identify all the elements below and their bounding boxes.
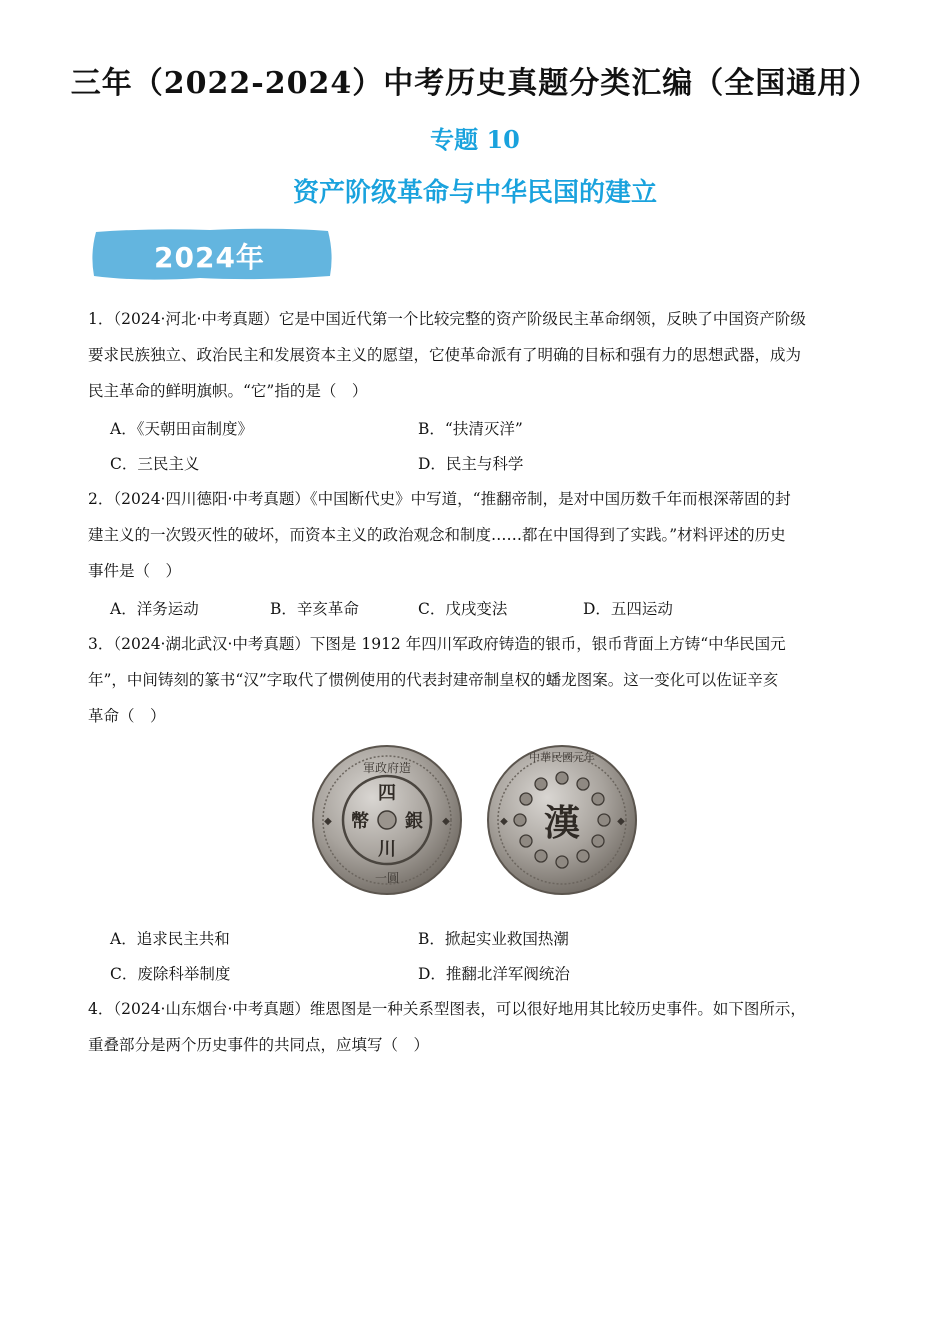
coin-back bbox=[488, 746, 636, 894]
document-title: 三年（2022-2024）中考历史真题分类汇编（全国通用） bbox=[70, 66, 880, 101]
silver-coin-image bbox=[312, 742, 638, 898]
q2-option-b: B．辛亥革命 bbox=[270, 600, 359, 618]
coin-front-bottom: 川 bbox=[378, 839, 396, 860]
question-4-line: 重叠部分是两个历史事件的共同点，应填写（ ） bbox=[88, 1036, 430, 1054]
svg-text:◆: ◆ bbox=[442, 816, 450, 827]
q1-option-d: D．民主与科学 bbox=[418, 455, 524, 473]
question-1 bbox=[88, 301, 860, 409]
topic-number: 专题 10 bbox=[430, 125, 520, 154]
coin-front-top: 軍政府造 bbox=[362, 761, 412, 775]
q3-option-b: B．掀起实业救国热潮 bbox=[418, 930, 569, 948]
svg-text:◆: ◆ bbox=[500, 816, 508, 827]
question-2 bbox=[88, 481, 860, 589]
question-4 bbox=[88, 991, 860, 1063]
q3-option-a: A．追求民主共和 bbox=[110, 930, 230, 948]
topic-title: 资产阶级革命与中华民国的建立 bbox=[292, 178, 657, 208]
coin-front bbox=[313, 746, 461, 894]
coin-front-left: 幣 bbox=[351, 811, 369, 832]
question-4-line: 4．（2024·山东烟台·中考真题）维恩图是一种关系型图表，可以很好地用其比较历史事件。如下图所示， bbox=[88, 1000, 806, 1018]
coin-front-center: 四 bbox=[378, 783, 396, 804]
coin-front-right: 銀 bbox=[405, 811, 423, 832]
question-3-line: 革命（ ） bbox=[88, 707, 166, 725]
q2-option-a: A．洋务运动 bbox=[110, 600, 199, 618]
question-3 bbox=[88, 626, 860, 734]
question-1-line: 要求民族独立、政治民主和发展资本主义的愿望，它使革命派有了明确的目标和强有力的思想武器，成为 bbox=[88, 346, 802, 364]
q1-option-c: C．三民主义 bbox=[110, 455, 200, 473]
question-1-line: 民主革命的鲜明旗帜。“它”指的是（ ） bbox=[88, 382, 368, 400]
coin-back-center: 漢 bbox=[543, 802, 581, 844]
question-2-line: 建主义的一次毁灭性的破坏，而资本主义的政治观念和制度……都在中国得到了实践。”材料评述的历史 bbox=[88, 526, 786, 544]
question-3-line: 3．（2024·湖北武汉·中考真题）下图是 1912 年四川军政府铸造的银币，银币背面上方铸“中华民国元 bbox=[88, 635, 786, 653]
svg-text:◆: ◆ bbox=[617, 816, 625, 827]
q2-option-d: D．五四运动 bbox=[583, 600, 673, 618]
q1-option-b: B．“扶清灭洋” bbox=[418, 420, 523, 438]
question-2-line: 事件是（ ） bbox=[88, 562, 182, 580]
svg-text:◆: ◆ bbox=[324, 816, 332, 827]
coin-front-base: 一圓 bbox=[374, 871, 400, 885]
coin-back-top: 中華民國元年 bbox=[529, 751, 595, 764]
q3-option-d: D．推翻北洋军阀统治 bbox=[418, 965, 570, 983]
question-3-line: 年”，中间铸刻的篆书“汉”字取代了惯例使用的代表封建帝制皇权的蟠龙图案。这一变化可以佐证辛亥 bbox=[88, 671, 779, 689]
q3-option-c: C．废除科举制度 bbox=[110, 965, 231, 983]
question-2-line: 2．（2024·四川德阳·中考真题）《中国断代史》中写道，“推翻帝制，是对中国历数千年而根深蒂固的封 bbox=[88, 490, 791, 508]
q2-option-c: C．戊戌变法 bbox=[418, 600, 508, 618]
q1-option-a: A．《天朝田亩制度》 bbox=[110, 420, 253, 438]
year-banner-label: 2024年 bbox=[154, 241, 265, 274]
question-1-line: 1．（2024·河北·中考真题）它是中国近代第一个比较完整的资产阶级民主革命纲领，反映了中国资产阶级 bbox=[88, 310, 806, 328]
year-banner bbox=[90, 226, 334, 282]
